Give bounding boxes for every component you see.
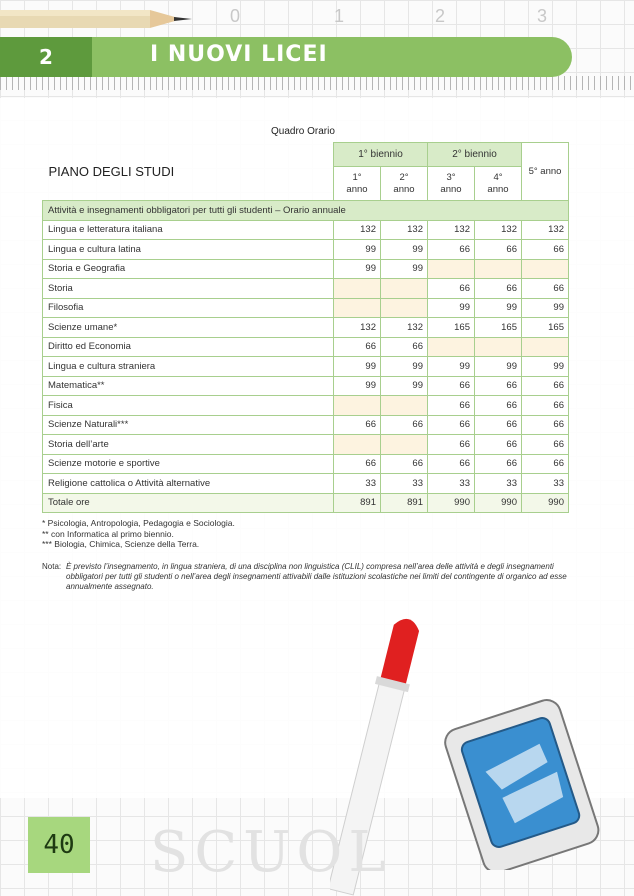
hours-cell: 66 — [522, 454, 569, 474]
table-caption: Quadro Orario — [271, 126, 335, 137]
hours-cell: 99 — [522, 298, 569, 318]
hours-cell — [381, 279, 428, 299]
table-row — [43, 259, 569, 279]
hours-cell: 99 — [334, 376, 381, 396]
hours-cell: 99 — [334, 357, 381, 377]
eraser-icon — [440, 690, 610, 870]
hours-cell: 66 — [334, 337, 381, 357]
section-header: Attività e insegnamenti obbligatori per tutti gli studenti – Orario annuale — [43, 201, 569, 221]
subject-cell: Fisica — [43, 396, 334, 416]
ruler-number: 0 — [230, 6, 241, 26]
total-value: 990 — [522, 493, 569, 513]
hours-cell: 66 — [522, 435, 569, 455]
hours-cell: 33 — [381, 474, 428, 494]
pencil-icon — [0, 2, 200, 36]
hours-cell — [428, 337, 475, 357]
ruler-number: 2 — [435, 6, 446, 26]
year-header — [475, 167, 522, 201]
year-header-text: 3° anno — [440, 171, 462, 195]
table-row — [43, 415, 569, 435]
hours-cell: 66 — [475, 376, 522, 396]
subject-cell: Religione cattolica o Attività alternative — [43, 474, 334, 494]
hours-cell: 66 — [381, 454, 428, 474]
hours-cell: 165 — [522, 318, 569, 338]
ruler-number: 3 — [537, 6, 548, 26]
footnotes — [42, 518, 235, 550]
year-header — [428, 167, 475, 201]
subject-cell: Storia e Geografia — [43, 259, 334, 279]
hours-cell: 132 — [381, 318, 428, 338]
year-header — [334, 167, 381, 201]
hours-cell: 132 — [381, 220, 428, 240]
hours-cell: 66 — [428, 240, 475, 260]
hours-cell: 99 — [334, 259, 381, 279]
hours-cell: 132 — [428, 220, 475, 240]
hours-cell: 66 — [428, 376, 475, 396]
year-header-text: 2° anno — [393, 171, 415, 195]
hours-cell — [334, 298, 381, 318]
hours-cell: 33 — [334, 474, 381, 494]
hours-cell: 66 — [522, 415, 569, 435]
hours-cell: 66 — [428, 396, 475, 416]
total-value: 891 — [334, 493, 381, 513]
hours-cell: 33 — [428, 474, 475, 494]
hours-cell — [381, 396, 428, 416]
hours-cell: 132 — [334, 318, 381, 338]
footnote: *** Biologia, Chimica, Scienze della Terra. — [42, 539, 200, 549]
total-label: Totale ore — [43, 493, 334, 513]
hours-cell: 66 — [475, 396, 522, 416]
year-header-text: 4° anno — [487, 171, 509, 195]
table-body — [43, 220, 569, 493]
table-row — [43, 298, 569, 318]
hours-cell — [381, 298, 428, 318]
hours-cell: 165 — [428, 318, 475, 338]
hours-cell: 99 — [381, 240, 428, 260]
table-row — [43, 337, 569, 357]
hours-cell — [475, 259, 522, 279]
watermark-text: SCUOL — [150, 820, 392, 885]
hours-cell — [334, 396, 381, 416]
hours-cell: 99 — [381, 376, 428, 396]
hours-cell: 99 — [381, 259, 428, 279]
hours-cell: 132 — [475, 220, 522, 240]
subject-cell: Storia dell’arte — [43, 435, 334, 455]
hours-cell: 99 — [428, 298, 475, 318]
subject-cell: Matematica** — [43, 376, 334, 396]
hours-cell: 66 — [428, 415, 475, 435]
hours-cell: 66 — [334, 454, 381, 474]
hours-cell: 66 — [428, 435, 475, 455]
subject-cell: Scienze motorie e sportive — [43, 454, 334, 474]
hours-cell: 132 — [334, 220, 381, 240]
hours-cell — [522, 259, 569, 279]
subject-cell: Storia — [43, 279, 334, 299]
subject-cell: Lingua e cultura latina — [43, 240, 334, 260]
total-value: 990 — [428, 493, 475, 513]
hours-cell — [381, 435, 428, 455]
hours-cell: 66 — [522, 396, 569, 416]
hours-cell: 33 — [475, 474, 522, 494]
table-title: PIANO DEGLI STUDI — [48, 163, 175, 179]
total-value: 990 — [475, 493, 522, 513]
hours-cell: 66 — [475, 435, 522, 455]
hours-cell: 66 — [475, 279, 522, 299]
hours-cell: 33 — [522, 474, 569, 494]
footnote: ** con Informatica al primo biennio. — [42, 528, 174, 539]
year-header-text: 1° anno — [346, 171, 368, 195]
hours-cell — [428, 259, 475, 279]
schedule-table — [42, 142, 569, 513]
hours-cell: 66 — [334, 415, 381, 435]
subject-cell: Diritto ed Economia — [43, 337, 334, 357]
subject-cell: Scienze umane* — [43, 318, 334, 338]
hours-cell: 66 — [475, 415, 522, 435]
table-row — [43, 376, 569, 396]
fifth-year-header: 5° anno — [522, 143, 569, 201]
hours-cell: 132 — [522, 220, 569, 240]
note-text: È previsto l’insegnamento, in lingua straniera, di una disciplina non linguistica (CLIL) compresa nell’area delle attività e degli insegnamenti obbligatori per tutti gli studenti o nell’area degli insegnamenti attivabili dalle istituzioni scolastiche nei limiti del contingente di organico ad esse annualmente assegnato. — [66, 562, 567, 591]
footnote: * Psicologia, Antropologia, Pedagogia e Sociologia. — [42, 518, 235, 528]
hours-cell: 66 — [475, 454, 522, 474]
hours-cell: 99 — [475, 357, 522, 377]
hours-cell: 66 — [522, 240, 569, 260]
chapter-title: I NUOVI LICEI — [150, 42, 328, 67]
ruler-ticks — [0, 76, 634, 90]
hours-cell: 66 — [522, 376, 569, 396]
table-row — [43, 279, 569, 299]
hours-cell — [334, 279, 381, 299]
group-header: 1° biennio — [334, 143, 428, 167]
hours-cell — [522, 337, 569, 357]
subject-cell: Lingua e letteratura italiana — [43, 220, 334, 240]
year-header — [381, 167, 428, 201]
ruler-number: 1 — [334, 6, 345, 26]
group-header: 2° biennio — [428, 143, 522, 167]
table-row — [43, 220, 569, 240]
hours-cell: 66 — [522, 279, 569, 299]
note-label: Nota: — [42, 562, 62, 571]
note — [42, 562, 570, 592]
total-value: 891 — [381, 493, 428, 513]
hours-cell: 66 — [475, 240, 522, 260]
hours-cell — [334, 435, 381, 455]
hours-cell: 165 — [475, 318, 522, 338]
table-row — [43, 396, 569, 416]
subject-cell: Filosofia — [43, 298, 334, 318]
table-row — [43, 474, 569, 494]
hours-cell: 99 — [334, 240, 381, 260]
hours-cell: 99 — [475, 298, 522, 318]
hours-cell — [475, 337, 522, 357]
hours-cell: 66 — [428, 454, 475, 474]
hours-cell: 99 — [522, 357, 569, 377]
table-row — [43, 435, 569, 455]
table-row — [43, 318, 569, 338]
hours-cell: 66 — [428, 279, 475, 299]
subject-cell: Lingua e cultura straniera — [43, 357, 334, 377]
table-row — [43, 357, 569, 377]
hours-cell: 99 — [381, 357, 428, 377]
hours-cell: 66 — [381, 337, 428, 357]
chapter-number: 2 — [0, 37, 92, 77]
hours-cell: 99 — [428, 357, 475, 377]
table-row — [43, 240, 569, 260]
page-number: 40 — [28, 817, 90, 873]
table-row — [43, 454, 569, 474]
hours-cell: 66 — [381, 415, 428, 435]
subject-cell: Scienze Naturali*** — [43, 415, 334, 435]
